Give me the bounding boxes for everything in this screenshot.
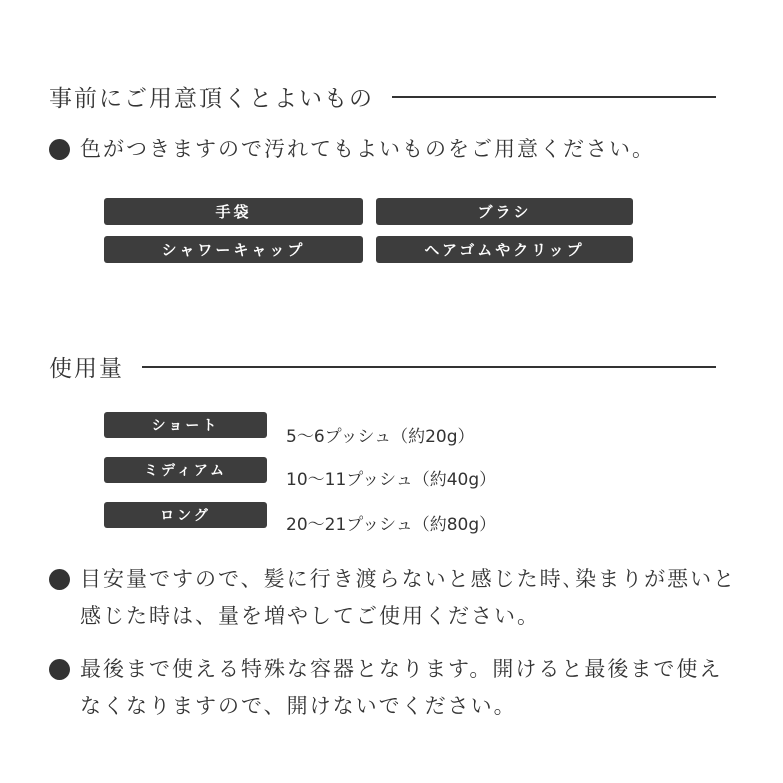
usage-value-long: 20〜21プッシュ（約80g）	[286, 515, 497, 535]
item-tag-brush: ブラシ	[376, 198, 633, 225]
note-text: 最後まで使える特殊な容器となります。開けると最後まで使えなくなりますので、開けないでください。	[80, 657, 723, 718]
usage-label-medium: ミディアム	[104, 457, 267, 483]
prepare-heading-text: 事前にご用意頂くとよいもの	[49, 86, 374, 112]
usage-value-short: 5〜6プッシュ（約20g）	[286, 427, 475, 447]
item-tag-gloves: 手袋	[104, 198, 363, 225]
bullet-dot-icon	[49, 569, 70, 590]
prepare-bullet-text: 色がつきますので汚れてもよいものをご用意ください。	[80, 137, 655, 161]
usage-value-medium: 10〜11プッシュ（約40g）	[286, 470, 497, 490]
heading-divider	[392, 96, 716, 98]
heading-divider	[142, 366, 716, 368]
usage-label-long: ロング	[104, 502, 267, 528]
bullet-dot-icon	[49, 139, 70, 160]
usage-label-short: ショート	[104, 412, 267, 438]
usage-section-heading	[49, 350, 716, 383]
note-bullet	[49, 651, 739, 725]
item-tag-hair-tie-clip: ヘアゴムやクリップ	[376, 236, 633, 263]
prepare-section-heading	[49, 80, 716, 113]
prepare-bullet	[49, 131, 739, 168]
bullet-dot-icon	[49, 659, 70, 680]
usage-heading-text: 使用量	[49, 356, 124, 382]
note-text: 目安量ですので、髪に行き渡らないと感じた時､染まりが悪いと感じた時は、量を増やしてご使用ください。	[80, 567, 737, 628]
note-bullet	[49, 561, 739, 635]
item-tag-shower-cap: シャワーキャップ	[104, 236, 363, 263]
